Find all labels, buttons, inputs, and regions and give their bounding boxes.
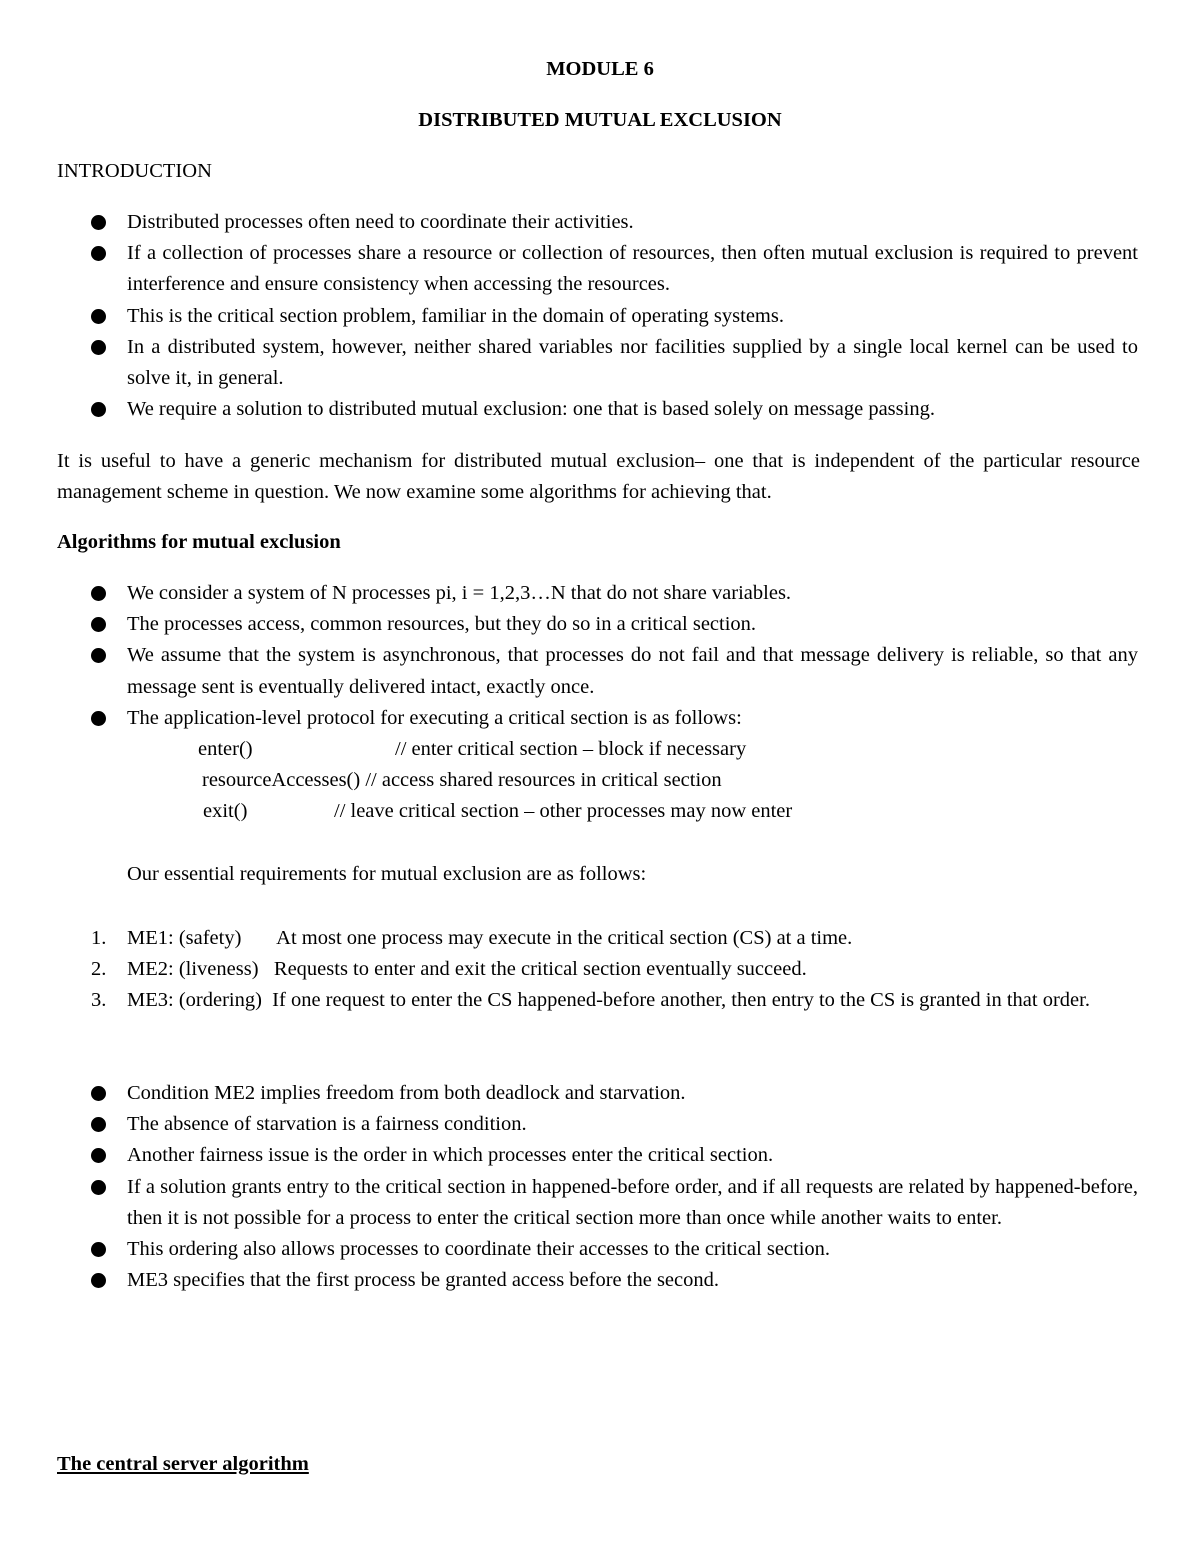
bullet-icon [91, 711, 106, 726]
list-number: 3. [91, 989, 107, 1012]
bullet-icon [91, 586, 106, 601]
bullet-icon [91, 1273, 106, 1288]
list-item: Another fairness issue is the order in which processes enter the critical section. [127, 1140, 1138, 1171]
intro-heading: INTRODUCTION [57, 160, 212, 182]
list-item: We assume that the system is asynchronous, that processes do not fail and that message delivery is reliable, so that any message sent is eventually delivered intact, exactly once. [127, 640, 1138, 702]
algorithms-bullet-list [0, 578, 1200, 734]
intro-paragraph: It is useful to have a generic mechanism for distributed mutual exclusion– one that is independent of the particular resource management scheme in question. We now examine some algorithms for achieving that. [57, 450, 1140, 503]
bullet-icon [91, 617, 106, 632]
code-exit-fn: exit() [203, 800, 248, 822]
requirements-list [0, 923, 1200, 1017]
requirements-intro: Our essential requirements for mutual exclusion are as follows: [127, 863, 647, 885]
list-item: In a distributed system, however, neither shared variables nor facilities supplied by a single local kernel can be used to solve it, in general. [127, 332, 1138, 394]
list-item: Distributed processes often need to coordinate their activities. [127, 207, 1138, 238]
list-item: We consider a system of N processes pi, i = 1,2,3…N that do not share variables. [127, 578, 1138, 609]
bullet-icon [91, 1117, 106, 1132]
central-server-heading: The central server algorithm [57, 1453, 309, 1475]
bullet-icon [91, 246, 106, 261]
intro-bullet-list [0, 207, 1200, 425]
code-enter-fn: enter() [198, 738, 253, 760]
list-item: The processes access, common resources, but they do so in a critical section. [127, 609, 1138, 640]
bullet-icon [91, 340, 106, 355]
list-item: This ordering also allows processes to coordinate their accesses to the critical section. [127, 1234, 1138, 1265]
algorithms-heading: Algorithms for mutual exclusion [57, 531, 341, 553]
code-access-line: resourceAccesses() // access shared resources in critical section [202, 769, 722, 791]
bullet-icon [91, 1086, 106, 1101]
list-item: This is the critical section problem, familiar in the domain of operating systems. [127, 301, 1138, 332]
list-number: 2. [91, 958, 107, 981]
module-title: MODULE 6 [546, 58, 654, 80]
code-enter-comment: // enter critical section – block if necessary [395, 738, 747, 760]
bullet-icon [91, 309, 106, 324]
list-item: Condition ME2 implies freedom from both deadlock and starvation. [127, 1078, 1138, 1109]
list-item: If a collection of processes share a resource or collection of resources, then often mutual exclusion is required to prevent interference and ensure consistency when accessing the resources. [127, 238, 1138, 300]
code-exit-comment: // leave critical section – other processes may now enter [334, 800, 793, 822]
list-item: 3. ME3: (ordering) If one request to enter the CS happened-before another, then entry to the CS is granted in that order. [127, 985, 1138, 1016]
bullet-icon [91, 402, 106, 417]
module-subtitle: DISTRIBUTED MUTUAL EXCLUSION [418, 109, 782, 131]
list-item: 2. ME2: (liveness) Requests to enter and exit the critical section eventually succeed. [127, 954, 1138, 985]
bullet-icon [91, 1242, 106, 1257]
bullet-icon [91, 1180, 106, 1195]
conditions-bullet-list [0, 1078, 1200, 1296]
list-number: 1. [91, 927, 107, 949]
list-item: The absence of starvation is a fairness condition. [127, 1109, 1138, 1140]
list-item: We require a solution to distributed mutual exclusion: one that is based solely on message passing. [127, 394, 1138, 425]
bullet-icon [91, 648, 106, 663]
bullet-icon [91, 215, 106, 230]
list-item: 1. ME1: (safety) At most one process may execute in the critical section (CS) at a time. [127, 923, 1138, 954]
list-item: The application-level protocol for executing a critical section is as follows: [127, 703, 1138, 734]
list-item: ME3 specifies that the first process be granted access before the second. [127, 1265, 1138, 1296]
list-item: If a solution grants entry to the critical section in happened-before order, and if all requests are related by happened-before, then it is not possible for a process to enter the critical section more than once while another waits to enter. [127, 1172, 1138, 1234]
bullet-icon [91, 1148, 106, 1163]
